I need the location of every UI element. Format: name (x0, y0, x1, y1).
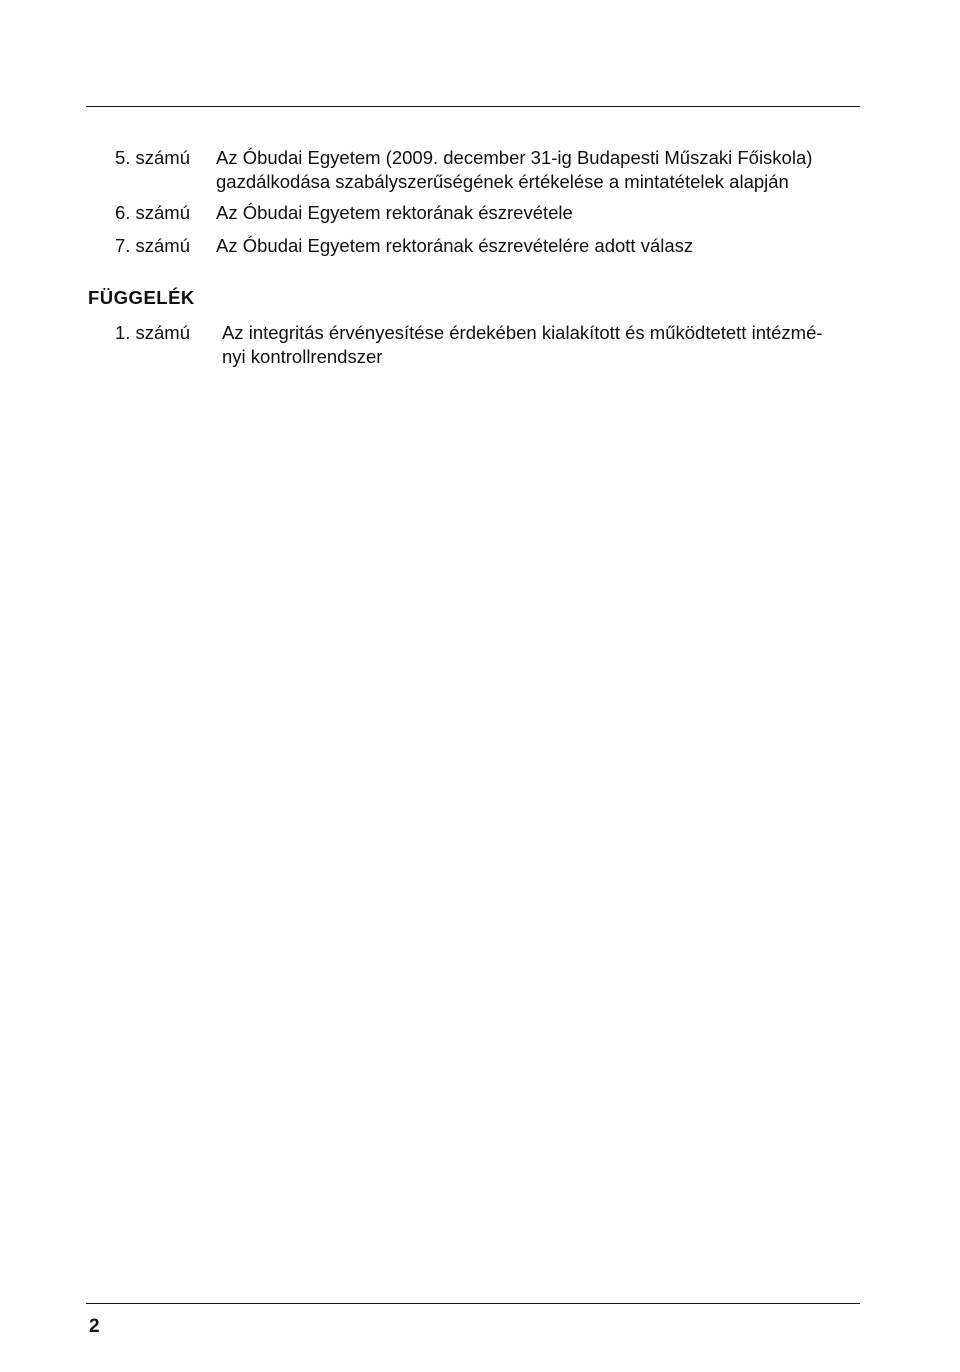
supplement-title (222, 321, 862, 369)
supplement-title-line2: nyi kontrollrendszer (222, 346, 383, 367)
appendix-title: Az Óbudai Egyetem rektorának észrevétele (216, 202, 573, 223)
header-rule (86, 106, 860, 107)
footer-rule (86, 1303, 860, 1304)
appendix-title: Az Óbudai Egyetem (2009. december 31-ig Budapesti Műszaki Főiskola) gazdálkodása szabályszerűségének értékelése a mintatételek alapján (216, 147, 813, 192)
supplement-number: 1. számú (114, 322, 190, 343)
appendix-title: Az Óbudai Egyetem rektorának észrevételére adott válasz (216, 235, 694, 256)
supplement-title-line1: Az integritás érvényesítése érdekében kialakított és működtetett intézmé- (222, 322, 823, 343)
appendix-number: 7. számú (114, 235, 190, 256)
page-number: 2 (89, 1316, 100, 1337)
appendix-number: 5. számú (114, 147, 190, 168)
appendix-number: 6. számú (114, 202, 190, 223)
supplement-heading: FÜGGELÉK (88, 287, 195, 308)
